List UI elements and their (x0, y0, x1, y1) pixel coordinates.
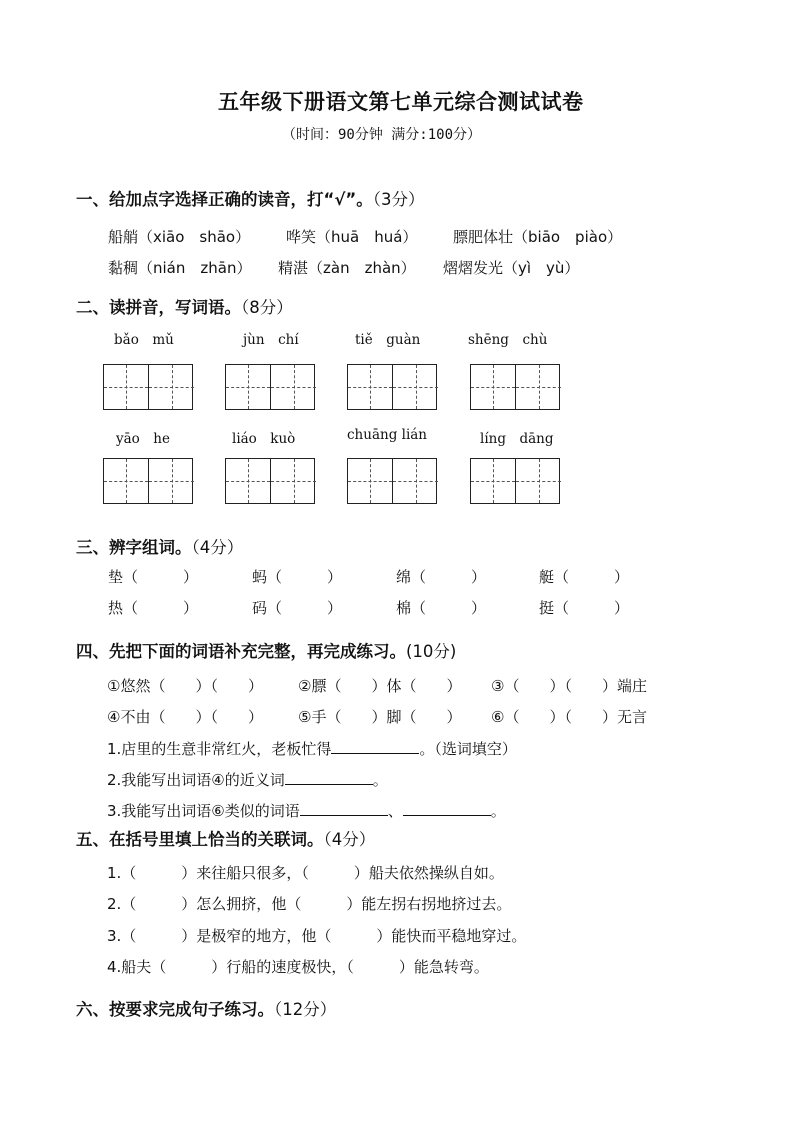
s1-item-1: 船艄（xiāo shāo） (108, 228, 251, 246)
s1-item-2: 哗笑（huā huá） (286, 228, 418, 246)
s4-question-2 (107, 769, 388, 790)
s4-question-1 (107, 738, 517, 759)
s4-word-1: ①悠然（ ）（ ） (107, 677, 263, 695)
section-4-heading (76, 638, 456, 662)
write-box-3[interactable] (347, 364, 437, 410)
s1-item-6: 熠熠发光（yì yù） (443, 259, 580, 277)
section-2-heading (76, 294, 293, 318)
s3-item-3: 绵（ ） (396, 568, 487, 586)
section-4-title: 四、先把下面的词语补充完整，再完成练习。 (76, 642, 406, 661)
s4-q1-text: 1.店里的生意非常红火，老板忙得 (107, 740, 332, 758)
section-6-heading (76, 996, 336, 1020)
pinyin-2: jùn chí (243, 332, 299, 348)
s4-word-3: ③（ ）（ ）端庄 (491, 677, 647, 695)
section-3-points: （4分） (191, 538, 244, 557)
s4-word-5: ⑤手（ ）脚（ ） (298, 708, 462, 726)
write-box-5[interactable] (103, 458, 193, 504)
s4-question-3 (107, 800, 506, 821)
pinyin-7: chuāng lián (347, 427, 428, 443)
s1-item-3: 膘肥体壮（biāo piào） (453, 228, 623, 246)
write-box-2[interactable] (225, 364, 315, 410)
section-6-title: 六、按要求完成句子练习。 (76, 1000, 274, 1019)
s5-item-1: 1.（ ）来往船只很多，（ ）船夫依然操纵自如。 (107, 864, 504, 882)
s5-item-3: 3.（ ）是极窄的地方，他（ ）能快而平稳地穿过。 (107, 927, 527, 945)
s4-word-4: ④不由（ ）（ ） (107, 708, 263, 726)
pinyin-4: shēng chù (468, 332, 548, 348)
section-6-points: （12分） (274, 1000, 337, 1019)
s4-q1-tail: 。（选词填空） (419, 740, 517, 758)
s4-q3-mid: 、 (387, 802, 403, 820)
section-1-title: 一、给加点字选择正确的读音，打“√”。 (76, 190, 373, 209)
s4-q3-text: 3.我能写出词语⑥类似的词语 (107, 802, 300, 820)
s4-word-6: ⑥（ ）（ ）无言 (491, 708, 647, 726)
pinyin-1: bǎo mǔ (114, 332, 174, 348)
s3-item-7: 棉（ ） (396, 599, 487, 617)
section-3-title: 三、辨字组词。 (76, 538, 192, 557)
section-4-points: (10分) (406, 642, 457, 661)
s1-item-5: 精湛（zàn zhàn） (278, 259, 416, 277)
s3-item-2: 蚂（ ） (252, 568, 343, 586)
section-2-points: （8分） (241, 298, 293, 317)
write-box-8[interactable] (470, 458, 560, 504)
exam-info: （时间：90分钟 满分:100分） (282, 127, 482, 143)
s3-item-8: 挺（ ） (539, 599, 630, 617)
s3-item-6: 码（ ） (252, 599, 343, 617)
s3-item-5: 热（ ） (108, 599, 199, 617)
s4-q2-blank[interactable] (285, 770, 373, 785)
section-1-points: （3分） (372, 190, 425, 209)
s4-q3-tail: 。 (490, 802, 506, 820)
section-5-heading (76, 826, 375, 850)
s5-item-2: 2.（ ）怎么拥挤，他（ ）能左拐右拐地挤过去。 (107, 895, 512, 913)
write-box-1[interactable] (103, 364, 193, 410)
s4-q2-text: 2.我能写出词语④的近义词 (107, 771, 285, 789)
s1-item-4: 黏稠（nián zhān） (108, 259, 252, 277)
s4-q1-blank[interactable] (331, 739, 419, 754)
section-5-points: （4分） (323, 830, 376, 849)
s4-q3-blank-2[interactable] (403, 801, 491, 816)
pinyin-5: yāo he (116, 431, 170, 447)
write-box-6[interactable] (225, 458, 315, 504)
page-title: 五年级下册语文第七单元综合测试试卷 (218, 90, 584, 114)
section-3-heading (76, 534, 243, 558)
section-2-title: 二、读拼音，写词语。 (76, 298, 241, 317)
pinyin-8: líng dāng (480, 431, 554, 447)
s4-q3-blank-1[interactable] (300, 801, 388, 816)
s3-item-1: 垫（ ） (108, 568, 199, 586)
section-1-heading (76, 186, 424, 210)
write-box-7[interactable] (347, 458, 437, 504)
s4-q2-tail: 。 (372, 771, 388, 789)
section-5-title: 五、在括号里填上恰当的关联词。 (76, 830, 324, 849)
s3-item-4: 艇（ ） (539, 568, 630, 586)
s4-word-2: ②膘（ ）体（ ） (298, 677, 462, 695)
pinyin-3: tiě guàn (355, 332, 421, 348)
pinyin-6: liáo kuò (232, 431, 296, 447)
s5-item-4: 4.船夫（ ）行船的速度极快，（ ）能急转弯。 (107, 958, 489, 976)
write-box-4[interactable] (470, 364, 560, 410)
